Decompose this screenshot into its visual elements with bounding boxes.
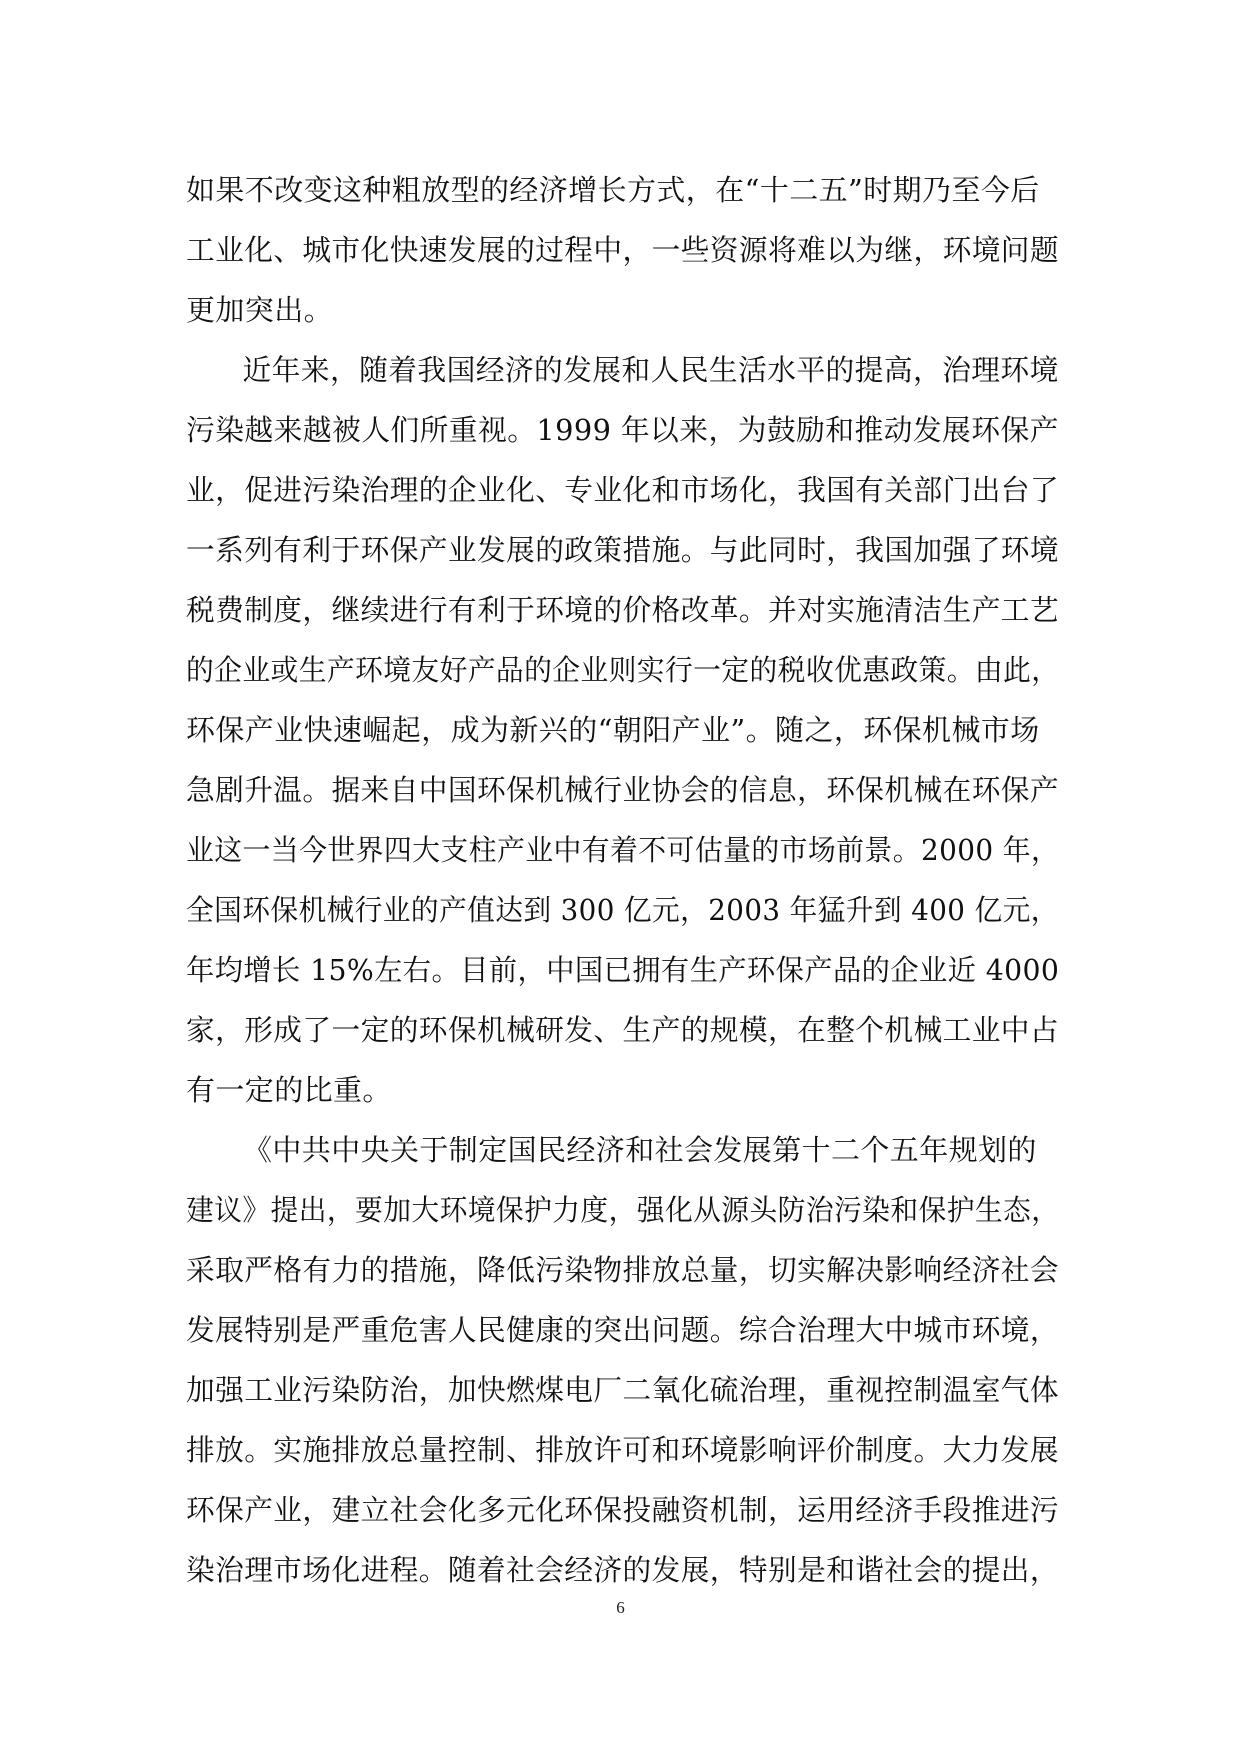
text-line: 加强工业污染防治，加快燃煤电厂二氧化硫治理，重视控制温室气体 bbox=[186, 1373, 1060, 1407]
text-line: 有一定的比重。 bbox=[186, 1073, 392, 1107]
text-line: 建议》提出，要加大环境保护力度，强化从源头防治污染和保护生态， bbox=[186, 1193, 1060, 1227]
body-text bbox=[186, 160, 1059, 1600]
text-line: 全国环保机械行业的产值达到 300 亿元，2003 年猛升到 400 亿元， bbox=[186, 893, 1059, 927]
paragraph bbox=[186, 340, 1059, 1120]
text-line: 更加突出。 bbox=[186, 293, 334, 327]
text-line: 急剧升温。据来自中国环保机械行业协会的信息，环保机械在环保产 bbox=[186, 773, 1060, 807]
paragraph bbox=[186, 1120, 1059, 1600]
text-line: 一系列有利于环保产业发展的政策措施。与此同时，我国加强了环境 bbox=[186, 533, 1060, 567]
text-line: 如果不改变这种粗放型的经济增长方式，在“十二五”时期乃至今后 bbox=[186, 173, 1040, 207]
paragraph bbox=[186, 160, 1059, 340]
text-line: 排放。实施排放总量控制、排放许可和环境影响评价制度。大力发展 bbox=[186, 1433, 1060, 1467]
text-line: 年均增长 15%左右。目前，中国已拥有生产环保产品的企业近 4000 bbox=[186, 953, 1060, 987]
text-line: 染治理市场化进程。随着社会经济的发展，特别是和谐社会的提出， bbox=[186, 1553, 1060, 1587]
text-line: 采取严格有力的措施，降低污染物排放总量，切实解决影响经济社会 bbox=[186, 1253, 1060, 1287]
text-line: 工业化、城市化快速发展的过程中，一些资源将难以为继，环境问题 bbox=[186, 233, 1060, 267]
text-line: 家，形成了一定的环保机械研发、生产的规模，在整个机械工业中占 bbox=[186, 1013, 1060, 1047]
text-line: 业，促进污染治理的企业化、专业化和市场化，我国有关部门出台了 bbox=[186, 473, 1060, 507]
page-number: 6 bbox=[616, 1598, 625, 1617]
text-line: 近年来，随着我国经济的发展和人民生活水平的提高，治理环境 bbox=[242, 353, 1059, 387]
text-line: 污染越来越被人们所重视。1999 年以来，为鼓励和推动发展环保产 bbox=[186, 413, 1059, 447]
text-line: 环保产业快速崛起，成为新兴的“朝阳产业”。随之，环保机械市场 bbox=[186, 713, 1040, 747]
text-line: 税费制度，继续进行有利于环境的价格改革。并对实施清洁生产工艺 bbox=[186, 593, 1060, 627]
text-line: 《中共中央关于制定国民经济和社会发展第十二个五年规划的 bbox=[243, 1133, 1037, 1167]
text-line: 的企业或生产环境友好产品的企业则实行一定的税收优惠政策。由此， bbox=[186, 653, 1060, 687]
text-line: 业这一当今世界四大支柱产业中有着不可估量的市场前景。2000 年， bbox=[186, 833, 1060, 867]
text-line: 发展特别是严重危害人民健康的突出问题。综合治理大中城市环境， bbox=[186, 1313, 1060, 1347]
text-line: 环保产业，建立社会化多元化环保投融资机制，运用经济手段推进污 bbox=[186, 1493, 1060, 1527]
